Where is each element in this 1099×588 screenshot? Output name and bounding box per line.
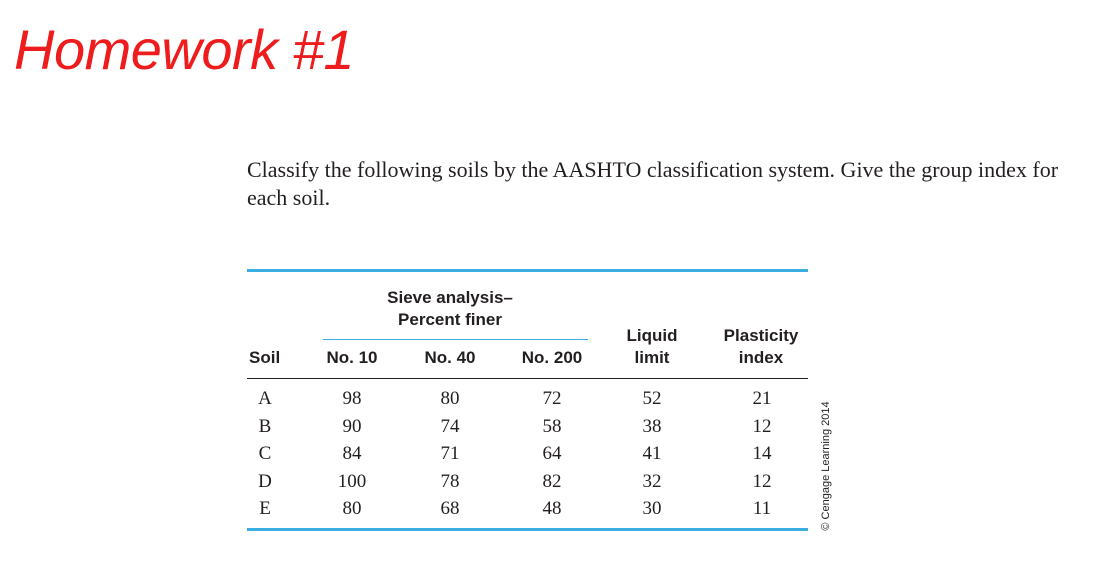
cell-no40: 78	[440, 470, 460, 492]
cell-liquid-limit: 52	[642, 388, 662, 409]
cell-liquid-limit: 32	[642, 470, 662, 492]
liquid-limit-line1: Liquid	[626, 326, 678, 345]
cell-plasticity-index: 12	[752, 470, 772, 492]
cell-liquid-limit: 41	[642, 443, 662, 464]
cell-soil: A	[258, 388, 272, 409]
column-header-no10: No. 10	[326, 348, 378, 367]
cell-no10: 90	[342, 415, 362, 437]
cell-no40: 80	[440, 388, 460, 409]
cell-no10: 98	[342, 388, 362, 409]
cell-no200: 48	[542, 498, 562, 519]
column-header-soil: Soil	[249, 348, 281, 367]
sieve-analysis-header-line1: Sieve analysis–	[387, 288, 513, 307]
page-title: Homework #1	[14, 18, 354, 81]
cell-soil: D	[258, 470, 272, 492]
cell-no40: 74	[440, 415, 460, 437]
cell-soil: C	[258, 443, 272, 464]
sieve-analysis-header-line2: Percent finer	[398, 310, 502, 329]
cell-no200: 64	[542, 443, 562, 464]
cell-no10: 100	[337, 470, 367, 492]
cell-no10: 84	[342, 443, 362, 464]
cell-liquid-limit: 30	[642, 498, 662, 519]
table-bottom-rule	[247, 528, 808, 531]
cell-plasticity-index: 11	[752, 498, 772, 519]
plasticity-index-line1: Plasticity	[723, 326, 799, 345]
column-header-no200: No. 200	[521, 348, 583, 367]
cell-no200: 72	[542, 388, 562, 409]
copyright-credit: © Cengage Learning 2014	[820, 401, 832, 531]
cell-plasticity-index: 12	[752, 415, 772, 437]
cell-no200: 58	[542, 415, 562, 437]
sieve-analysis-header	[387, 287, 513, 331]
plasticity-index-line2: index	[738, 348, 784, 367]
column-header-plasticity-index	[724, 325, 799, 369]
cell-soil: E	[259, 498, 271, 519]
column-header-liquid-limit	[627, 325, 678, 369]
cell-plasticity-index: 21	[752, 388, 772, 409]
liquid-limit-line2: limit	[634, 348, 670, 367]
cell-no40: 71	[440, 443, 460, 464]
cell-plasticity-index: 14	[752, 443, 772, 464]
header-divider	[247, 378, 808, 379]
column-header-no40: No. 40	[424, 348, 476, 367]
cell-no40: 68	[440, 498, 460, 519]
cell-liquid-limit: 38	[642, 415, 662, 437]
cell-soil: B	[258, 415, 272, 437]
instructions-text: Classify the following soils by the AASHTO classification system. Give the group index for each soil.	[247, 157, 1059, 210]
sieve-analysis-underline	[323, 339, 588, 340]
table-top-rule	[247, 269, 808, 272]
cell-no200: 82	[542, 470, 562, 492]
cell-no10: 80	[342, 498, 362, 519]
